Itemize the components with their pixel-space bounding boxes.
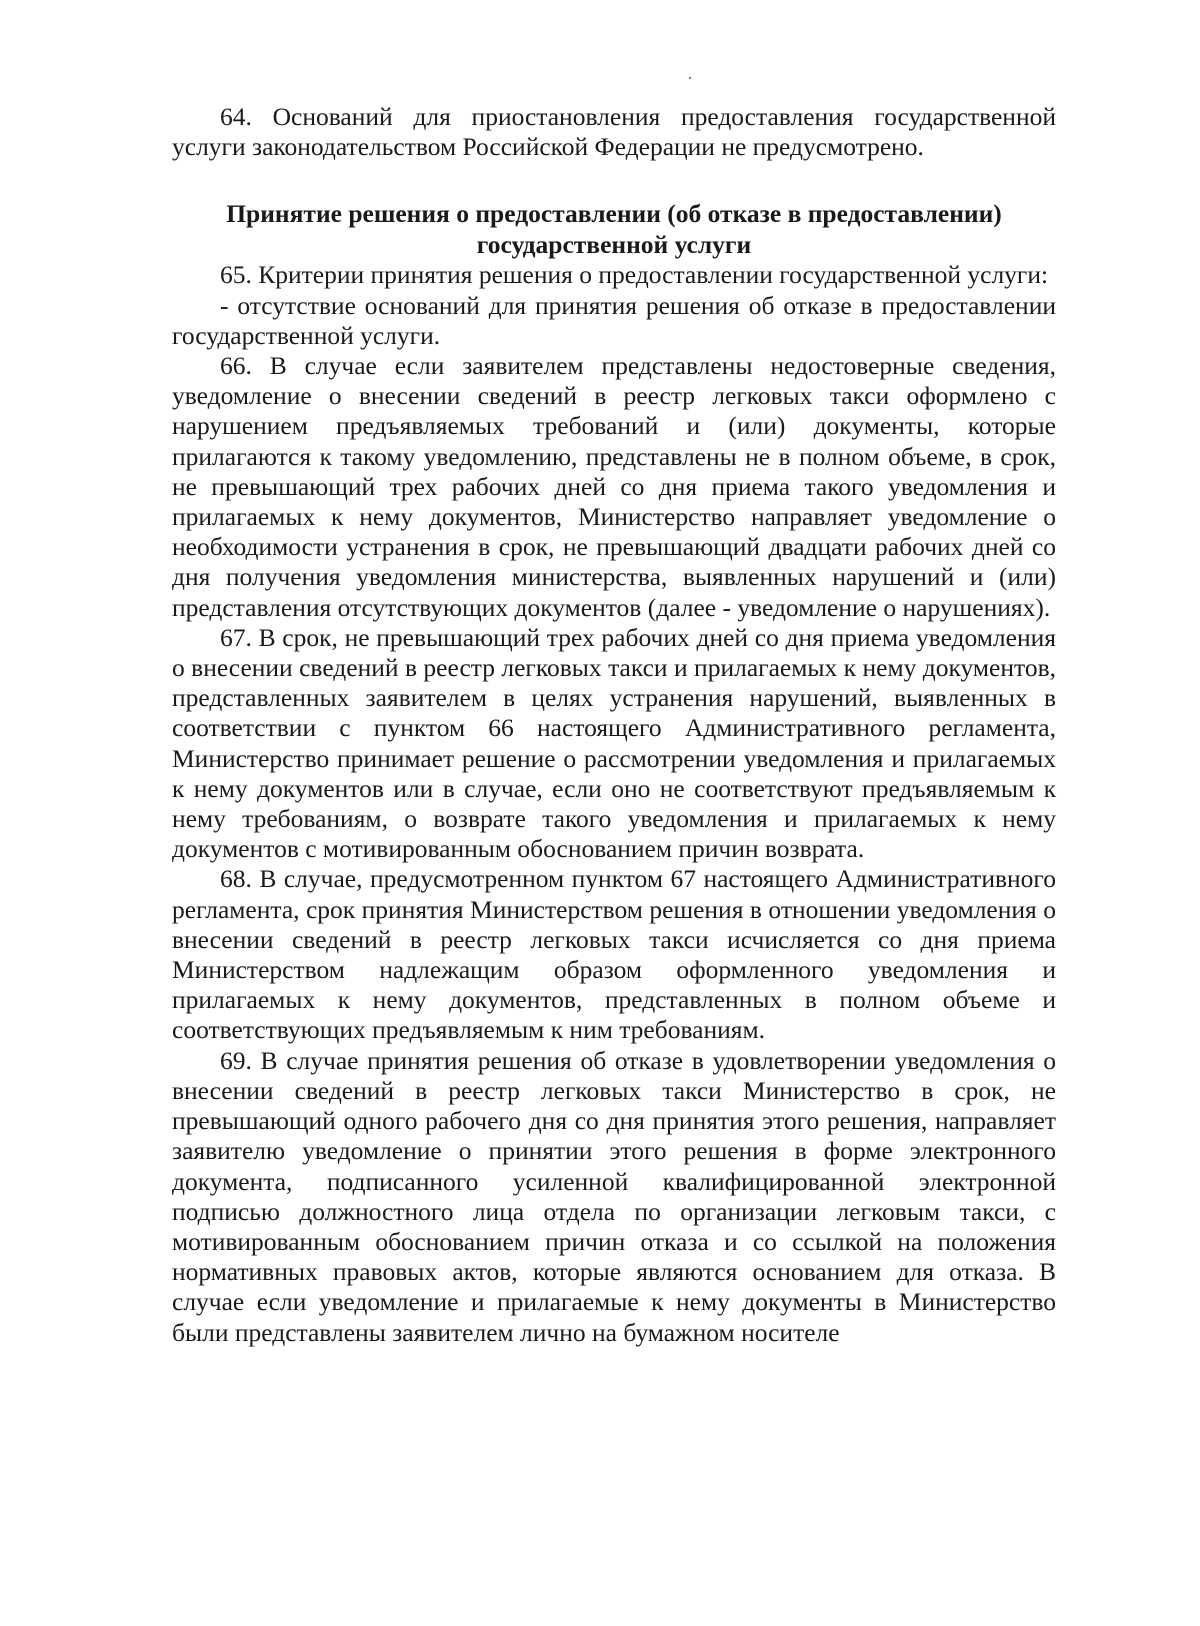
paragraph-65-list-item: - отсутствие оснований для принятия решения об отказе в предоставлении государственной услуги.	[172, 290, 1056, 350]
section-heading-line-1: Принятие решения о предоставлении (об отказе в предоставлении)	[226, 199, 1002, 229]
paragraph-65: 65. Критерии принятия решения о предоставлении государственной услуги:	[220, 260, 1049, 290]
section-heading	[172, 198, 1056, 260]
paragraph-64: 64. Оснований для приостановления предоставления государственной услуги законодательством Российской Федерации не предусмотрено.	[172, 102, 1056, 162]
section-heading-line-2: государственной услуги	[476, 230, 752, 260]
paragraph-69: 69. В случае принятия решения об отказе в удовлетворении уведомления о внесении сведений в реестр легковых такси Министерство в срок, не превышающий одного рабочего дня со дня принятия этого решения, направляет заявителю уведомление о принятии этого решения в форме электронного документа, подписанного усиленной квалифицированной электронной подписью должностного лица отдела по организации легковым такси, с мотивированным обоснованием причин отказа и со ссылкой на положения нормативных правовых актов, которые являются основанием для отказа. В случае если уведомление и прилагаемые к нему документы в Министерство были представлены заявителем лично на бумажном носителе	[172, 1045, 1056, 1347]
paragraph-68: 68. В случае, предусмотренном пунктом 67 настоящего Административного регламента, срок принятия Министерством решения в отношении уведомления о внесении сведений в реестр легковых такси исчисляется со дня приема Министерством надлежащим образом оформленного уведомления и прилагаемых к нему документов, представленных в полном объеме и соответствующих предъявляемым к ним требованиям.	[172, 864, 1056, 1045]
scan-speck	[689, 77, 691, 79]
paragraph-66: 66. В случае если заявителем представлены недостоверные сведения, уведомление о внесении сведений в реестр легковых такси оформлено с нарушением предъявляемых требований и (или) документы, которые прилагаются к такому уведомлению, представлены не в полном объеме, в срок, не превышающий трех рабочих дней со дня приема такого уведомления и прилагаемых к нему документов, Министерство направляет уведомление о необходимости устранения в срок, не превышающий двадцати рабочих дней со дня получения уведомления министерства, выявленных нарушений и (или) представления отсутствующих документов (далее - уведомление о нарушениях).	[172, 351, 1056, 622]
paragraph-67: 67. В срок, не превышающий трех рабочих дней со дня приема уведомления о внесении сведений в реестр легковых такси и прилагаемых к нему документов, представленных заявителем в целях устранения нарушений, выявленных в соответствии с пунктом 66 настоящего Административного регламента, Министерство принимает решение о рассмотрении уведомления и прилагаемых к нему документов или в случае, если оно не соответствуют предъявляемым к нему требованиям, о возврате такого уведомления и прилагаемых к нему документов с мотивированным обоснованием причин возврата.	[172, 622, 1056, 864]
document-page	[172, 102, 1056, 1348]
